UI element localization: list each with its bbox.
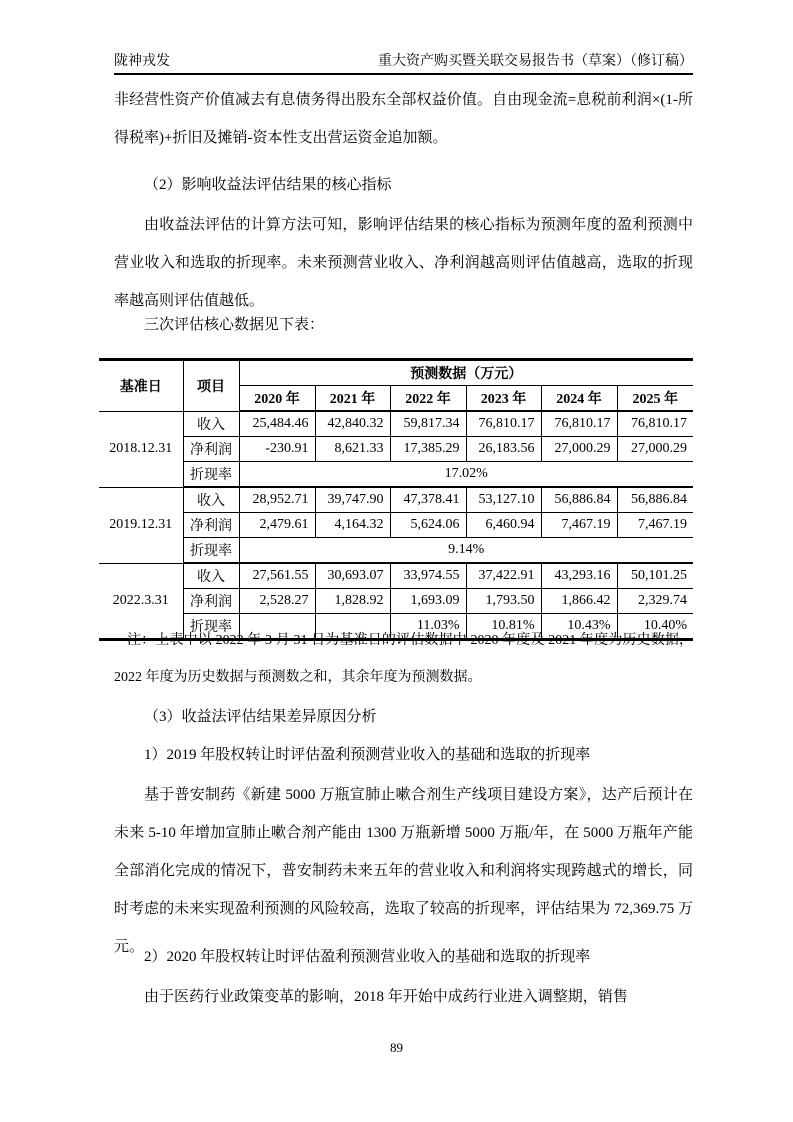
cell-item-label: 净利润 — [183, 589, 239, 614]
table-row — [99, 411, 693, 437]
paragraph-continuation: 非经营性资产价值减去有息债务得出股东全部权益价值。自由现金流=息税前利润×(1-所得税率)+折旧及摊销-资本性支出营运资金追加额。 — [114, 92, 693, 146]
paragraph-method: 由收益法评估的计算方法可知，影响评估结果的核心指标为预测年度的盈利预测中营业收入和选取的折现率。未来预测营业收入、净利润越高则评估值越高，选取的折现率越高则评估值越低。 — [114, 217, 693, 309]
table-row — [99, 513, 693, 538]
header-left-title: 陇神戎发 — [114, 54, 170, 69]
cell-value: 39,747.90 — [315, 487, 390, 513]
paragraph-table-intro: 三次评估核心数据见下表： — [144, 317, 325, 333]
table-row — [99, 589, 693, 614]
cell-value: 76,810.17 — [617, 411, 693, 437]
cell-value: 28,952.71 — [239, 487, 315, 513]
cell-value: 8,621.33 — [315, 437, 390, 462]
cell-base-date: 2022.3.31 — [99, 563, 183, 640]
table-row — [99, 437, 693, 462]
cell-value: 1,866.42 — [541, 589, 617, 614]
cell-value: 7,467.19 — [617, 513, 693, 538]
cell-value: 76,810.17 — [541, 411, 617, 437]
cell-value: 11.03% — [390, 614, 466, 640]
header-forecast-group: 预测数据（万元） — [239, 360, 693, 386]
cell-value: -230.91 — [239, 437, 315, 462]
subheading-2019-transfer: 1）2019 年股权转让时评估盈利预测营业收入的基础和选取的折现率 — [144, 747, 591, 763]
cell-item-label: 折现率 — [183, 462, 239, 488]
cell-value: 59,817.34 — [390, 411, 466, 437]
cell-item-label: 收入 — [183, 487, 239, 513]
cell-value: 56,886.84 — [541, 487, 617, 513]
heading-difference-analysis: （3）收益法评估结果差异原因分析 — [144, 709, 377, 725]
cell-value: 53,127.10 — [466, 487, 541, 513]
cell-value: 10.81% — [466, 614, 541, 640]
cell-value: 10.40% — [617, 614, 693, 640]
cell-value: 27,000.29 — [617, 437, 693, 462]
page-header — [114, 46, 693, 75]
paragraph-2019-basis: 基于普安制药《新建 5000 万瓶宣肺止嗽合剂生产线项目建设方案》，达产后预计在未来 5-10 年增加宣肺止嗽合剂产能由 1300 万瓶新增 5000 万瓶/年，在 5000 万瓶年产能全部消化完成的情况下，普安制药未来五年的营业收入和利润将实现跨越式的增长，同时考虑的未来实现盈利预测的风险较高，选取了较高的折现率，评估结果为 72,369.75 万元。 — [114, 787, 693, 955]
subheading-2020-transfer: 2）2020 年股权转让时评估盈利预测营业收入的基础和选取的折现率 — [144, 949, 591, 965]
cell-value: 47,378.41 — [390, 487, 466, 513]
cell-value: 56,886.84 — [617, 487, 693, 513]
cell-value: 1,693.09 — [390, 589, 466, 614]
header-year: 2025 年 — [617, 386, 693, 412]
cell-discount-rate: 17.02% — [239, 462, 693, 488]
cell-value: 5,624.06 — [390, 513, 466, 538]
cell-value: 6,460.94 — [466, 513, 541, 538]
cell-value: 76,810.17 — [466, 411, 541, 437]
cell-value: 17,385.29 — [390, 437, 466, 462]
header-item: 项目 — [183, 360, 239, 412]
cell-value: 33,974.55 — [390, 563, 466, 589]
cell-value: 27,561.55 — [239, 563, 315, 589]
header-base-date: 基准日 — [99, 360, 183, 412]
cell-base-date: 2018.12.31 — [99, 411, 183, 487]
cell-item-label: 收入 — [183, 411, 239, 437]
cell-value: 43,293.16 — [541, 563, 617, 589]
cell-value: 2,329.74 — [617, 589, 693, 614]
cell-discount-rate: 9.14% — [239, 538, 693, 564]
table-row — [99, 538, 693, 564]
header-year: 2024 年 — [541, 386, 617, 412]
page-number: 89 — [390, 1040, 403, 1055]
cell-value: 2,479.61 — [239, 513, 315, 538]
cell-value: 1,828.92 — [315, 589, 390, 614]
cell-item-label: 折现率 — [183, 538, 239, 564]
table-footnote: 注：上表中以 2022 年 3 月 31 日为基准日的评估数据中 2020 年度及 2021 年度为历史数据，2022 年度为历史数据与预测数之和，其余年度为预测数据。 — [114, 633, 693, 685]
table-header-row — [99, 360, 693, 386]
evaluation-data-table — [99, 358, 693, 641]
cell-value: 27,000.29 — [541, 437, 617, 462]
cell-value: 37,422.91 — [466, 563, 541, 589]
header-year: 2021 年 — [315, 386, 390, 412]
cell-base-date: 2019.12.31 — [99, 487, 183, 563]
cell-item-label: 折现率 — [183, 614, 239, 640]
cell-item-label: 净利润 — [183, 513, 239, 538]
header-year: 2022 年 — [390, 386, 466, 412]
cell-value: 30,693.07 — [315, 563, 390, 589]
cell-value: 10.43% — [541, 614, 617, 640]
cell-value: 4,164.32 — [315, 513, 390, 538]
cell-item-label: 净利润 — [183, 437, 239, 462]
table-row — [99, 462, 693, 488]
cell-item-label: 收入 — [183, 563, 239, 589]
header-year: 2020 年 — [239, 386, 315, 412]
heading-core-indicators: （2）影响收益法评估结果的核心指标 — [144, 177, 392, 193]
header-year: 2023 年 — [466, 386, 541, 412]
cell-value: 26,183.56 — [466, 437, 541, 462]
header-right-title: 重大资产购买暨关联交易报告书（草案）（修订稿） — [378, 54, 693, 69]
cell-value: 42,840.32 — [315, 411, 390, 437]
cell-value: 25,484.46 — [239, 411, 315, 437]
cell-value: 7,467.19 — [541, 513, 617, 538]
paragraph-2020-basis: 由于医药行业政策变革的影响，2018 年开始中成药行业进入调整期，销售 — [144, 989, 628, 1005]
cell-value: 1,793.50 — [466, 589, 541, 614]
cell-value: 50,101.25 — [617, 563, 693, 589]
table-row — [99, 487, 693, 513]
table-row — [99, 563, 693, 589]
cell-value: 2,528.27 — [239, 589, 315, 614]
